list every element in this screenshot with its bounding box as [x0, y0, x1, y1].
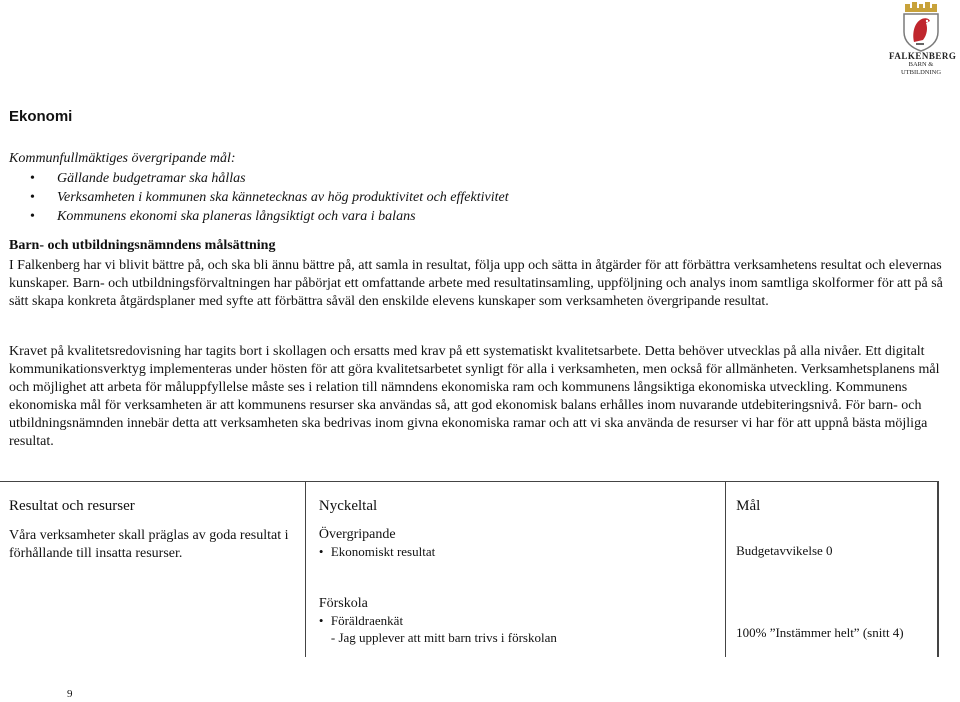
table-row	[0, 563, 938, 657]
falkenberg-logo	[889, 2, 957, 78]
table-cell	[305, 563, 725, 657]
header-results: Resultat och resurser	[9, 498, 135, 514]
header-keyfigures: Nyckeltal	[318, 498, 378, 514]
paragraph-board-goal: I Falkenberg har vi blivit bättre på, och ska bli ännu bättre på, att samla in resultat, följa upp och sätta in åtgärder för att förbättra verksamhetens resultat och elevernas kunskaper. Barn- och utbildningsförvaltningen har påbörjat ett omfattande arbete med resultatinsamling, uppföljning och analys inom samtliga skolformer för att på så sätt skapa konkreta åtgärdsplaner med syfte att förbättra såväl den enskilde elevens kunskaper som verksamheten övergripande resultat.	[9, 258, 943, 309]
result-text: Våra verksamheter skall präglas av goda resultat i förhållande till insatta resurser.	[9, 528, 289, 561]
table-row	[319, 613, 719, 629]
page-number: 9	[67, 688, 73, 700]
table-row	[319, 544, 719, 560]
list-item	[0, 207, 509, 226]
goal-text: Gällande budgetramar ska hållas	[57, 171, 246, 186]
list-item	[0, 169, 509, 188]
bullet-icon: •	[30, 171, 35, 186]
header-cell	[305, 482, 725, 564]
goal-value: 100% ”Instämmer helt” (snitt 4)	[736, 625, 904, 640]
goal-text: Verksamheten i kommunen ska kännetecknas av hög produktivitet och effektivitet	[57, 190, 509, 205]
header-cell	[726, 482, 938, 564]
header-goal: Mål	[736, 498, 761, 514]
logo-name: FALKENBERG	[889, 51, 957, 61]
municipal-goals-list	[0, 169, 509, 226]
goal-value: Budgetavvikelse 0	[736, 543, 833, 558]
keyfigure-text: Föräldraenkät	[330, 613, 404, 628]
paragraph-quality-work: Kravet på kvalitetsredovisning har tagits bort i skollagen och ersatts med krav på ett systematiskt kvalitetsarbete. Detta behöver utvecklas på alla nivåer. Ett digitalt kommunikationsverktyg implementeras under hösten för att göra kvalitetsarbetet synligt för alla i verksamheten, men också för allmänheten. Verksamhetsplanens mål och möjlighet att arbeta för måluppfyllelse måste ses i relation till nämndens ekonomiska ram och kommunens långsiktiga ekonomiska utveckling. Kommunens ekonomiska mål för verksamheten är att kommunens resurser ska användas så, att god ekonomisk balans erhålles inom nuvarande utdebiteringsnivå. För barn- och utbildningsnämnden innebär detta att verksamheten ska bedrivas inom givna ekonomiska ramar och att vi ska använda de resurser vi har för att uppnå bästa möjliga resultat.	[9, 344, 940, 449]
header-cell	[0, 482, 305, 564]
bullet-icon: •	[30, 209, 35, 224]
section-heading: Ekonomi	[9, 108, 73, 125]
municipal-goals-title: Kommunfullmäktiges övergripande mål:	[9, 151, 236, 166]
table-cell	[726, 563, 938, 657]
bullet-icon: •	[318, 544, 324, 559]
list-item	[0, 188, 509, 207]
coat-of-arms-icon	[902, 2, 940, 52]
table-cell	[0, 563, 305, 657]
bullet-icon: •	[318, 613, 324, 628]
goal-text: Kommunens ekonomi ska planeras långsiktigt och vara i balans	[57, 209, 416, 224]
board-goal-title: Barn- och utbildningsnämndens målsättning	[9, 238, 276, 253]
table-header-row	[0, 482, 938, 564]
group-title: Förskola	[318, 596, 368, 611]
keyfigure-subitem: - Jag upplever att mitt barn trivs i förskolan	[330, 630, 557, 645]
keyfigure-text: Ekonomiskt resultat	[330, 544, 436, 559]
logo-subtitle: BARN & UTBILDNING	[900, 61, 942, 76]
group-title: Övergripande	[318, 527, 396, 542]
bullet-icon: •	[30, 190, 35, 205]
results-table	[0, 481, 939, 657]
